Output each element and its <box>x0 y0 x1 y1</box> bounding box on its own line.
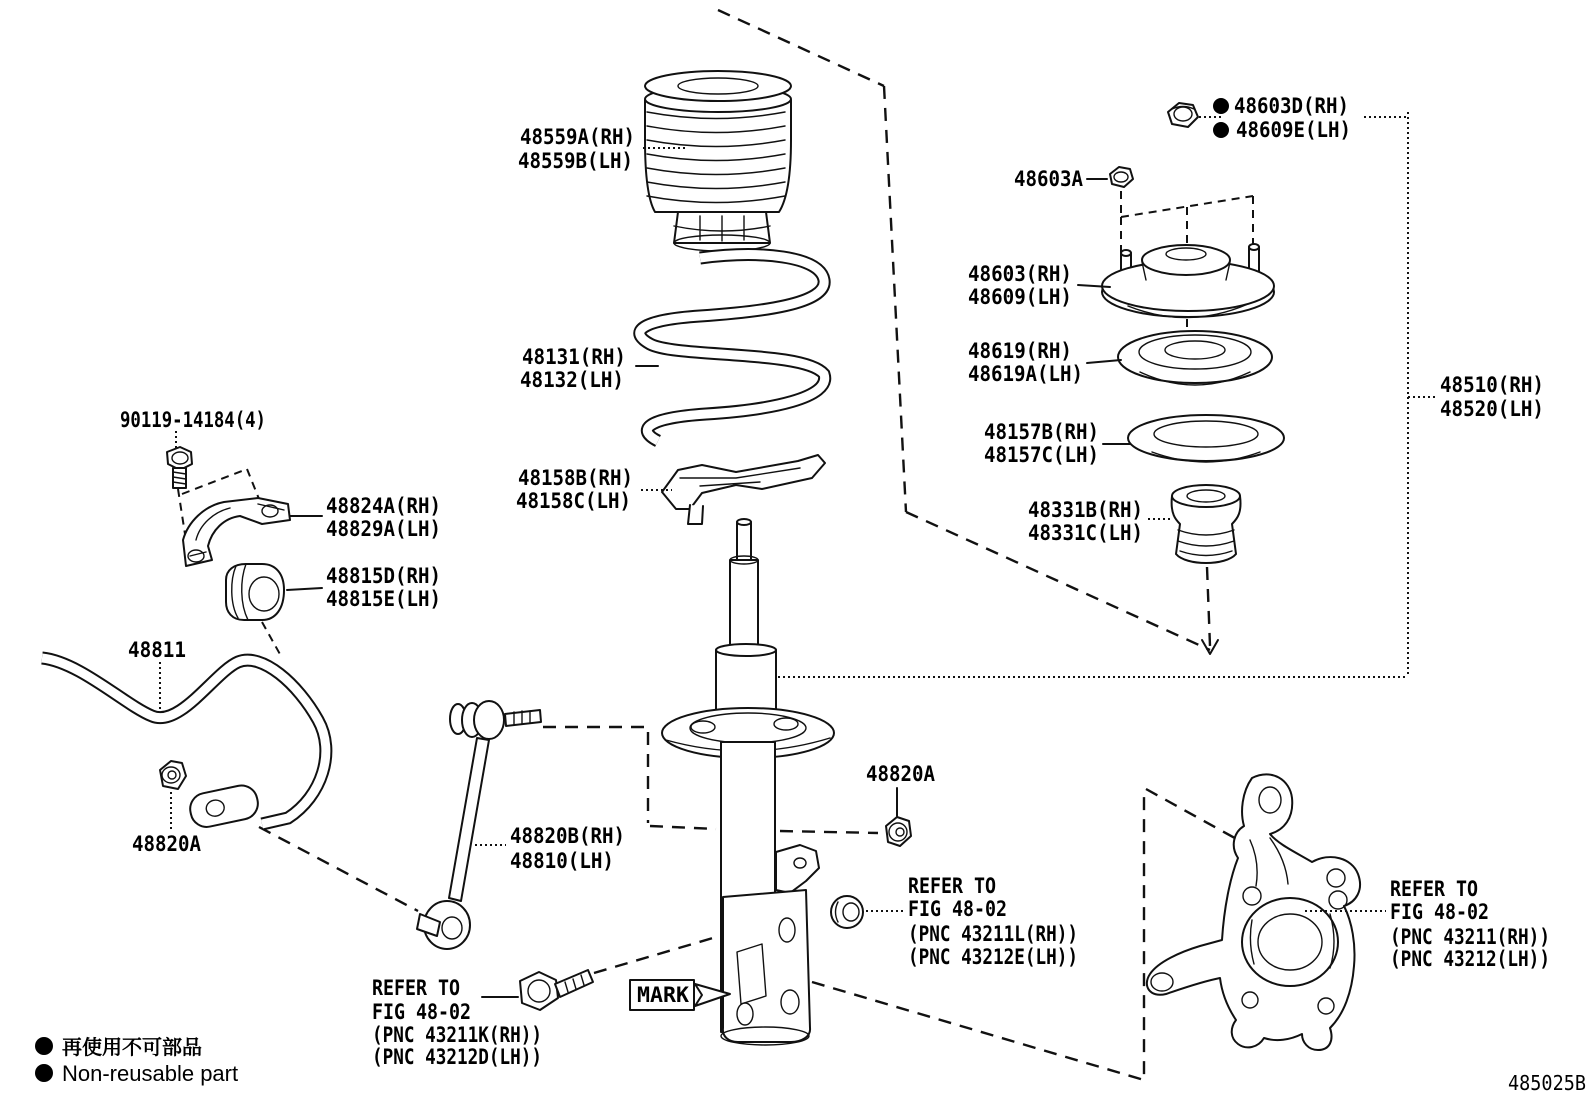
stabilizer-bracket-label-1: 48824A(RH) <box>326 494 441 518</box>
steering-knuckle-drawing <box>1147 774 1360 1050</box>
coil-spring-label-1: 48131(RH) <box>522 345 626 369</box>
refer-knuckle-line-3: (PNC 43211(RH)) <box>1390 925 1550 949</box>
support-dust-seal-label-2: 48619A(LH) <box>968 362 1083 386</box>
link-nut-center-label: 48820A <box>866 762 936 786</box>
refer-upper-line-1: REFER TO <box>908 874 996 898</box>
spring-bumper-label-1: 48331B(RH) <box>1028 498 1143 522</box>
coil-spring-label-2: 48132(LH) <box>520 368 624 392</box>
non-reusable-bullet <box>1213 122 1229 138</box>
stabilizer-bracket-bolt-drawing <box>167 447 192 488</box>
coil-spring-drawing <box>640 255 825 441</box>
stabilizer-bracket-drawing <box>183 498 290 566</box>
stabilizer-bushing-drawing <box>226 564 284 620</box>
spring-lower-insulator-drawing <box>662 455 825 524</box>
refer-lower-line-3: (PNC 43211K(RH)) <box>372 1023 542 1047</box>
non-reusable-bullet <box>35 1064 53 1082</box>
stabilizer-bushing-label-1: 48815D(RH) <box>326 564 441 588</box>
refer-lower-line-2: FIG 48-02 <box>372 1000 471 1024</box>
legend <box>35 1035 238 1086</box>
refer-knuckle-line-2: FIG 48-02 <box>1390 900 1489 924</box>
support-nut-label: 48603A <box>1014 167 1084 191</box>
shock-absorber-label-1: 48510(RH) <box>1440 373 1544 397</box>
shock-absorber-label-2: 48520(LH) <box>1440 397 1544 421</box>
refer-lower-line-1: REFER TO <box>372 976 460 1000</box>
strut-support-label-1: 48603(RH) <box>968 262 1072 286</box>
stabilizer-bracket-label-2: 48829A(LH) <box>326 517 441 541</box>
refer-upper-line-3: (PNC 43211L(RH)) <box>908 922 1078 946</box>
refer-knuckle-line-1: REFER TO <box>1390 877 1478 901</box>
dust-cover-label-1: 48559A(RH) <box>520 125 635 149</box>
strut-bolt-upper-drawing <box>831 896 863 928</box>
stabilizer-link-label-1: 48820B(RH) <box>510 824 625 848</box>
strut-bolt-lower-drawing <box>520 970 593 1010</box>
stabilizer-bar-label: 48811 <box>128 638 186 662</box>
figure-code: 485025B <box>1508 1071 1586 1095</box>
dust-cover-drawing <box>645 71 791 251</box>
spring-bumper-drawing <box>1172 485 1241 563</box>
bracket-bolt-label: 90119-14184(4) <box>120 408 266 432</box>
stabilizer-bar-end-eye <box>187 783 261 830</box>
shock-assy-bracket-lines <box>778 112 1437 677</box>
support-lock-nut-label-1: 48603D(RH) <box>1234 94 1349 118</box>
legend-jp: 再使用不可部品 <box>62 1035 202 1059</box>
refer-lower-line-4: (PNC 43212D(LH)) <box>372 1045 542 1069</box>
support-nut-drawing <box>1110 167 1133 187</box>
non-reusable-bullet <box>35 1037 53 1055</box>
non-reusable-bullet <box>1213 98 1229 114</box>
support-lock-nut-drawing <box>1168 103 1198 127</box>
spring-lower-insulator-label-2: 48158C(LH) <box>516 489 631 513</box>
stabilizer-bar-drawing <box>42 658 326 830</box>
refer-upper-line-2: FIG 48-02 <box>908 897 1007 921</box>
spring-lower-insulator-label-1: 48158B(RH) <box>518 466 633 490</box>
stabilizer-link-nut-center-drawing <box>886 817 911 846</box>
stabilizer-bushing-label-2: 48815E(LH) <box>326 587 441 611</box>
spring-upper-insulator-drawing <box>1128 415 1284 462</box>
strut-support-drawing <box>1102 244 1274 318</box>
link-nut-left-label: 48820A <box>132 832 202 856</box>
refer-upper-line-4: (PNC 43212E(LH)) <box>908 945 1078 969</box>
legend-en: Non-reusable part <box>62 1061 239 1086</box>
stabilizer-link-nut-left-drawing <box>160 761 186 789</box>
stabilizer-link-label-2: 48810(LH) <box>510 849 614 873</box>
mark-callout <box>630 980 730 1010</box>
support-lock-nut-label-2: 48609E(LH) <box>1236 118 1351 142</box>
strut-support-label-2: 48609(LH) <box>968 285 1072 309</box>
spring-upper-insulator-label-1: 48157B(RH) <box>984 420 1099 444</box>
refer-knuckle-line-4: (PNC 43212(LH)) <box>1390 947 1550 971</box>
support-dust-seal-drawing <box>1118 331 1272 385</box>
support-dust-seal-label-1: 48619(RH) <box>968 339 1072 363</box>
shock-absorber-drawing <box>662 519 834 1045</box>
spring-bumper-label-2: 48331C(LH) <box>1028 521 1143 545</box>
dust-cover-label-2: 48559B(LH) <box>518 149 633 173</box>
mark-label: MARK <box>637 983 690 1007</box>
spring-upper-insulator-label-2: 48157C(LH) <box>984 443 1099 467</box>
